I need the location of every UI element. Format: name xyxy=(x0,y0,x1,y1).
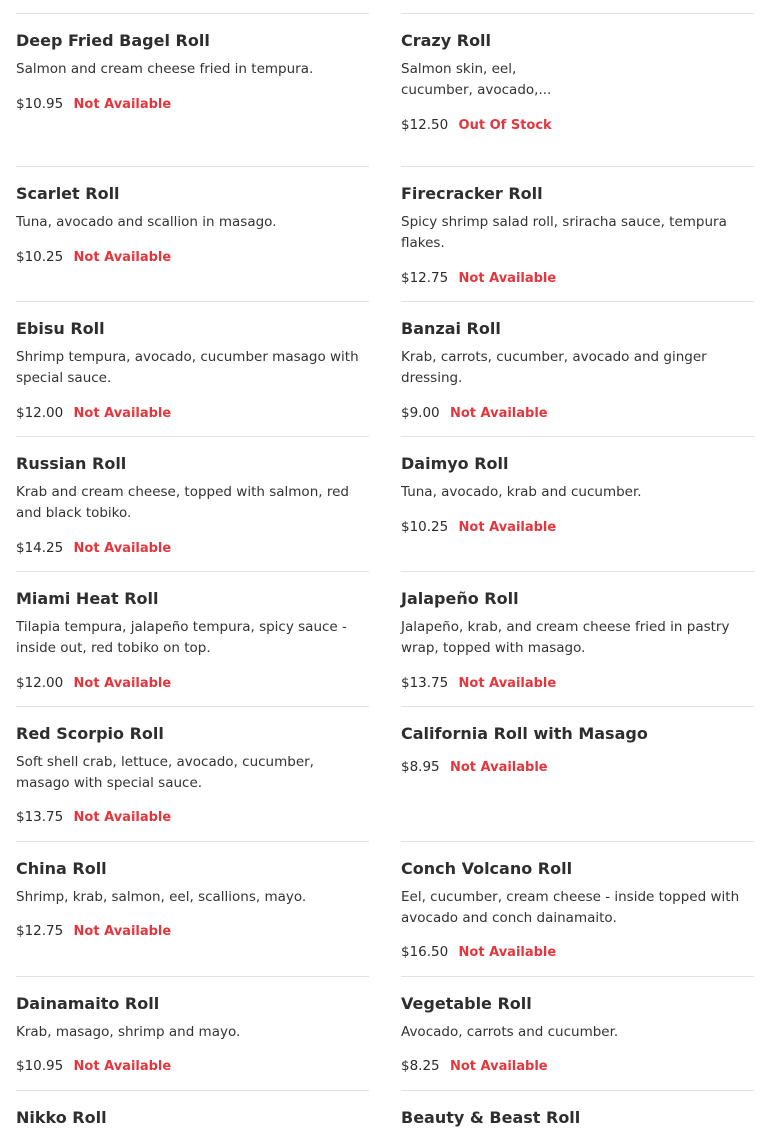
item-price: $12.00 xyxy=(16,675,64,691)
availability-badge: Not Available xyxy=(73,541,172,556)
menu-item-jalapeno-roll[interactable] xyxy=(401,571,754,706)
item-name: Miami Heat Roll xyxy=(16,589,159,608)
price-line xyxy=(16,247,171,268)
item-name: Dainamaito Roll xyxy=(16,994,160,1013)
item-name: China Roll xyxy=(16,859,107,878)
item-price: $16.50 xyxy=(401,944,449,960)
item-description: Eel, cucumber, cream cheese - inside topped with avocado and conch dainamaito. xyxy=(401,889,740,926)
item-description: Krab, masago, shrimp and mayo. xyxy=(16,1024,241,1040)
price-line xyxy=(16,673,171,694)
item-description: Salmon and cream cheese fried in tempura. xyxy=(16,61,314,77)
availability-badge: Out Of Stock xyxy=(458,118,552,133)
item-name: Ebisu Roll xyxy=(16,319,105,338)
item-name: Deep Fried Bagel Roll xyxy=(16,31,210,50)
availability-badge: Not Available xyxy=(73,1059,172,1074)
availability-badge: Not Available xyxy=(73,924,172,939)
menu-item-deep-fried-bagel-roll[interactable] xyxy=(16,13,369,166)
item-price: $10.25 xyxy=(401,519,449,535)
menu-item-beauty-beast-roll[interactable] xyxy=(401,1090,754,1130)
menu-item-dainamaito-roll[interactable] xyxy=(16,976,369,1090)
menu-item-daimyo-roll[interactable] xyxy=(401,436,754,571)
menu-row xyxy=(16,301,754,436)
availability-badge: Not Available xyxy=(458,271,557,286)
availability-badge: Not Available xyxy=(458,676,557,691)
availability-badge: Not Available xyxy=(73,97,172,112)
price-line xyxy=(401,942,556,963)
item-price: $10.95 xyxy=(16,96,64,112)
menu-item-miami-heat-roll[interactable] xyxy=(16,571,369,706)
price-line xyxy=(16,403,171,424)
item-description: Spicy shrimp salad roll, sriracha sauce, tempura flakes. xyxy=(401,214,727,251)
price-line xyxy=(16,94,171,115)
item-price: $13.75 xyxy=(401,675,449,691)
availability-badge: Not Available xyxy=(73,676,172,691)
price-line xyxy=(401,268,556,289)
item-description: Krab, carrots, cucumber, avocado and ginger dressing. xyxy=(401,349,707,386)
item-description: Soft shell crab, lettuce, avocado, cucumber, masago with special sauce. xyxy=(16,754,314,791)
item-price: $10.25 xyxy=(16,249,64,265)
menu-row xyxy=(16,436,754,571)
item-description: Tuna, avocado, krab and cucumber. xyxy=(401,484,642,500)
menu-item-nikko-roll[interactable] xyxy=(16,1090,369,1130)
price-line xyxy=(16,538,171,559)
availability-badge: Not Available xyxy=(458,945,557,960)
menu-item-firecracker-roll[interactable] xyxy=(401,166,754,301)
item-name: Conch Volcano Roll xyxy=(401,859,573,878)
item-name: Red Scorpio Roll xyxy=(16,724,164,743)
menu-item-russian-roll[interactable] xyxy=(16,436,369,571)
item-price: $8.25 xyxy=(401,1058,440,1074)
menu-row xyxy=(16,166,754,301)
menu-row xyxy=(16,571,754,706)
item-price: $12.75 xyxy=(16,923,64,939)
menu-item-ebisu-roll[interactable] xyxy=(16,301,369,436)
menu-row xyxy=(16,13,754,166)
menu-grid xyxy=(16,0,754,1130)
item-price: $12.50 xyxy=(401,117,449,133)
item-price: $13.75 xyxy=(16,809,64,825)
item-name: Banzai Roll xyxy=(401,319,501,338)
price-line xyxy=(16,1056,171,1077)
availability-badge: Not Available xyxy=(73,406,172,421)
price-line xyxy=(16,921,171,942)
item-price: $14.25 xyxy=(16,540,64,556)
item-price: $8.95 xyxy=(401,759,440,775)
item-description: Shrimp tempura, avocado, cucumber masago with special sauce. xyxy=(16,349,359,386)
availability-badge: Not Available xyxy=(73,250,172,265)
item-description: Salmon skin, eel, cucumber, avocado,... xyxy=(401,61,552,98)
price-line xyxy=(401,673,556,694)
price-line xyxy=(401,403,548,424)
item-name: Russian Roll xyxy=(16,454,127,473)
item-price: $9.00 xyxy=(401,405,440,421)
menu-item-banzai-roll[interactable] xyxy=(401,301,754,436)
menu-row xyxy=(16,1090,754,1130)
item-price: $12.00 xyxy=(16,405,64,421)
availability-badge: Not Available xyxy=(73,810,172,825)
item-name: California Roll with Masago xyxy=(401,724,648,743)
menu-item-vegetable-roll[interactable] xyxy=(401,976,754,1090)
item-name: Beauty & Beast Roll xyxy=(401,1108,581,1127)
item-price: $10.95 xyxy=(16,1058,64,1074)
price-line xyxy=(401,757,548,778)
availability-badge: Not Available xyxy=(449,406,548,421)
item-description: Tilapia tempura, jalapeño tempura, spicy sauce - inside out, red tobiko on top. xyxy=(16,619,347,656)
item-description: Tuna, avocado and scallion in masago. xyxy=(16,214,277,230)
menu-row xyxy=(16,976,754,1090)
price-line xyxy=(16,807,171,828)
item-name: Firecracker Roll xyxy=(401,184,543,203)
item-description: Shrimp, krab, salmon, eel, scallions, mayo. xyxy=(16,889,307,905)
item-name: Jalapeño Roll xyxy=(401,589,519,608)
item-name: Daimyo Roll xyxy=(401,454,509,473)
menu-item-scarlet-roll[interactable] xyxy=(16,166,369,301)
menu-row xyxy=(16,841,754,976)
price-line xyxy=(401,1056,548,1077)
menu-item-california-roll-with-masago[interactable] xyxy=(401,706,754,841)
item-price: $12.75 xyxy=(401,270,449,286)
price-line xyxy=(401,115,552,136)
item-name: Crazy Roll xyxy=(401,31,492,50)
item-name: Nikko Roll xyxy=(16,1108,107,1127)
item-description: Avocado, carrots and cucumber. xyxy=(401,1024,619,1040)
menu-item-china-roll[interactable] xyxy=(16,841,369,976)
menu-item-crazy-roll[interactable] xyxy=(401,13,754,166)
item-description: Jalapeño, krab, and cream cheese fried in pastry wrap, topped with masago. xyxy=(401,619,730,656)
item-description: Krab and cream cheese, topped with salmon, red and black tobiko. xyxy=(16,484,349,521)
menu-item-conch-volcano-roll[interactable] xyxy=(401,841,754,976)
availability-badge: Not Available xyxy=(449,760,548,775)
menu-item-red-scorpio-roll[interactable] xyxy=(16,706,369,841)
availability-badge: Not Available xyxy=(449,1059,548,1074)
menu-row xyxy=(16,706,754,841)
item-name: Scarlet Roll xyxy=(16,184,120,203)
availability-badge: Not Available xyxy=(458,520,557,535)
item-name: Vegetable Roll xyxy=(401,994,532,1013)
price-line xyxy=(401,517,556,538)
